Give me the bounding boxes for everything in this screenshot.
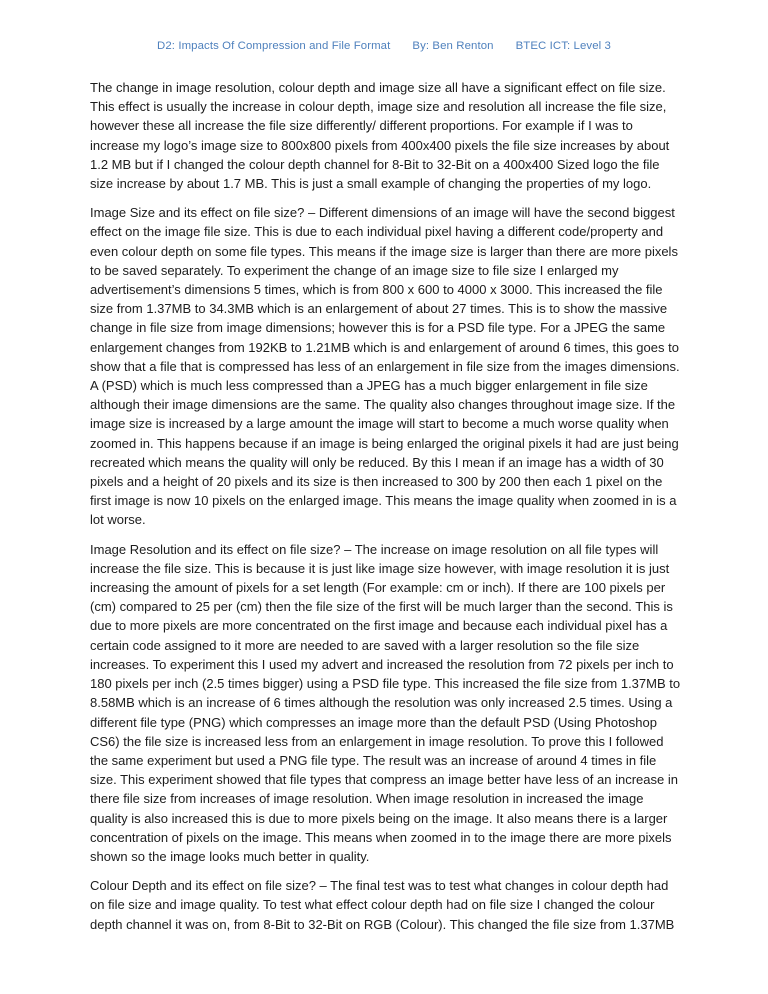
image-size-paragraph: Image Size and its effect on file size? – Different dimensions of an image will have the second biggest effect on the image file size. This is due to each individual pixel having a different code/property and even colour depth on some file types. This means if the image size is larger than there are more pixels to be saved separately. To experiment the change of an image size to file size I enlarged my advertisement’s dimensions 5 times, which is from 800 x 600 to 4000 x 3000. This increased the file size from 1.37MB to 34.3MB which is an enlargement of about 27 times. This is to show the massive change in file size from image dimensions; however this is for a PSD file type. For a JPEG the same enlargement changes from 192KB to 1.21MB which is and enlargement of around 6 times, this goes to show that a file that is compressed has less of an enlargement in file size from the images dimensions. A (PSD) which is much less compressed than a JPEG has a much bigger enlargement in file size although their image dimensions are the same. The quality also changes throughout image size. If the image size is increased by a large amount the image will start to become a much worse quality when zoomed in. This happens because if an image is being enlarged the original pixels it had are just being recreated which means the quality will only be reduced. By this I mean if an image has a width of 30 pixels and a height of 20 pixels and its size is then increased to 300 by 200 then each 1 pixel on the first image is now 10 pixels on the enlarged image. This means the image quality when zoomed in is a lot worse. <box>90 205 680 528</box>
header-title: D2: Impacts Of Compression and File Format <box>157 40 391 52</box>
image-resolution-paragraph: Image Resolution and its effect on file size? – The increase on image resolution on all file types will increase the file size. This is because it is just like image size however, with image resolution it is just increasing the amount of pixels for a set length (For example: cm or inch). If there are 100 pixels per (cm) compared to 25 per (cm) then the file size of the first will be much larger than the second. This is due to more pixels are more concentrated on the first image and because each individual pixel has a certain code assigned to it more are needed to are saved with a larger resolution so the file size increases. To experiment this I used my advert and increased the resolution from 72 pixels per inch to 180 pixels per inch (2.5 times bigger) using a PSD file type. This increased the file size from 1.37MB to 8.58MB which is an increase of 6 times although the resolution was only increased 2.5 times. Using a different file type (PNG) which compresses an image more than the default PSD (Using Photoshop CS6) the file size is increased less from an enlargement in image resolution. To prove this I followed the same experiment but used a PNG file type. The result was an increase of around 4 times in file size. This experiment showed that file types that compress an image better have less of an increase in there file size from increases of image resolution. When image resolution in increased the image quality is also increased this is due to more pixels being on the image. It also means there is a larger concentration of pixels on the image. This means when zoomed in to the image there are more pixels shown so the image looks much better in quality. <box>90 541 681 864</box>
header-author: By: Ben Renton <box>412 40 494 52</box>
intro-paragraph: The change in image resolution, colour depth and image size all have a significant effect on file size. This effect is usually the increase in colour depth, image size and resolution all increase the file size, however these all increase the file size differently/ different proportions. For example if I was to increase my logo’s image size to 800x800 pixels from 400x400 pixels the file size increases by about 1.2 MB but if I changed the colour depth channel for 8-Bit to 32-Bit on a 400x400 Sized logo the file size increase by about 1.7 MB. This is just a small example of changing the properties of my logo. <box>90 80 670 192</box>
page-header <box>0 40 768 52</box>
colour-depth-paragraph: Colour Depth and its effect on file size? – The final test was to test what changes in colour depth had on file size and image quality. To test what effect colour depth had on file size I changed the colour depth channel it was on, from 8-Bit to 32-Bit on RGB (Colour). This changed the file size from 1.37MB <box>90 878 675 932</box>
header-course: BTEC ICT: Level 3 <box>515 40 611 52</box>
document-body <box>90 78 684 944</box>
